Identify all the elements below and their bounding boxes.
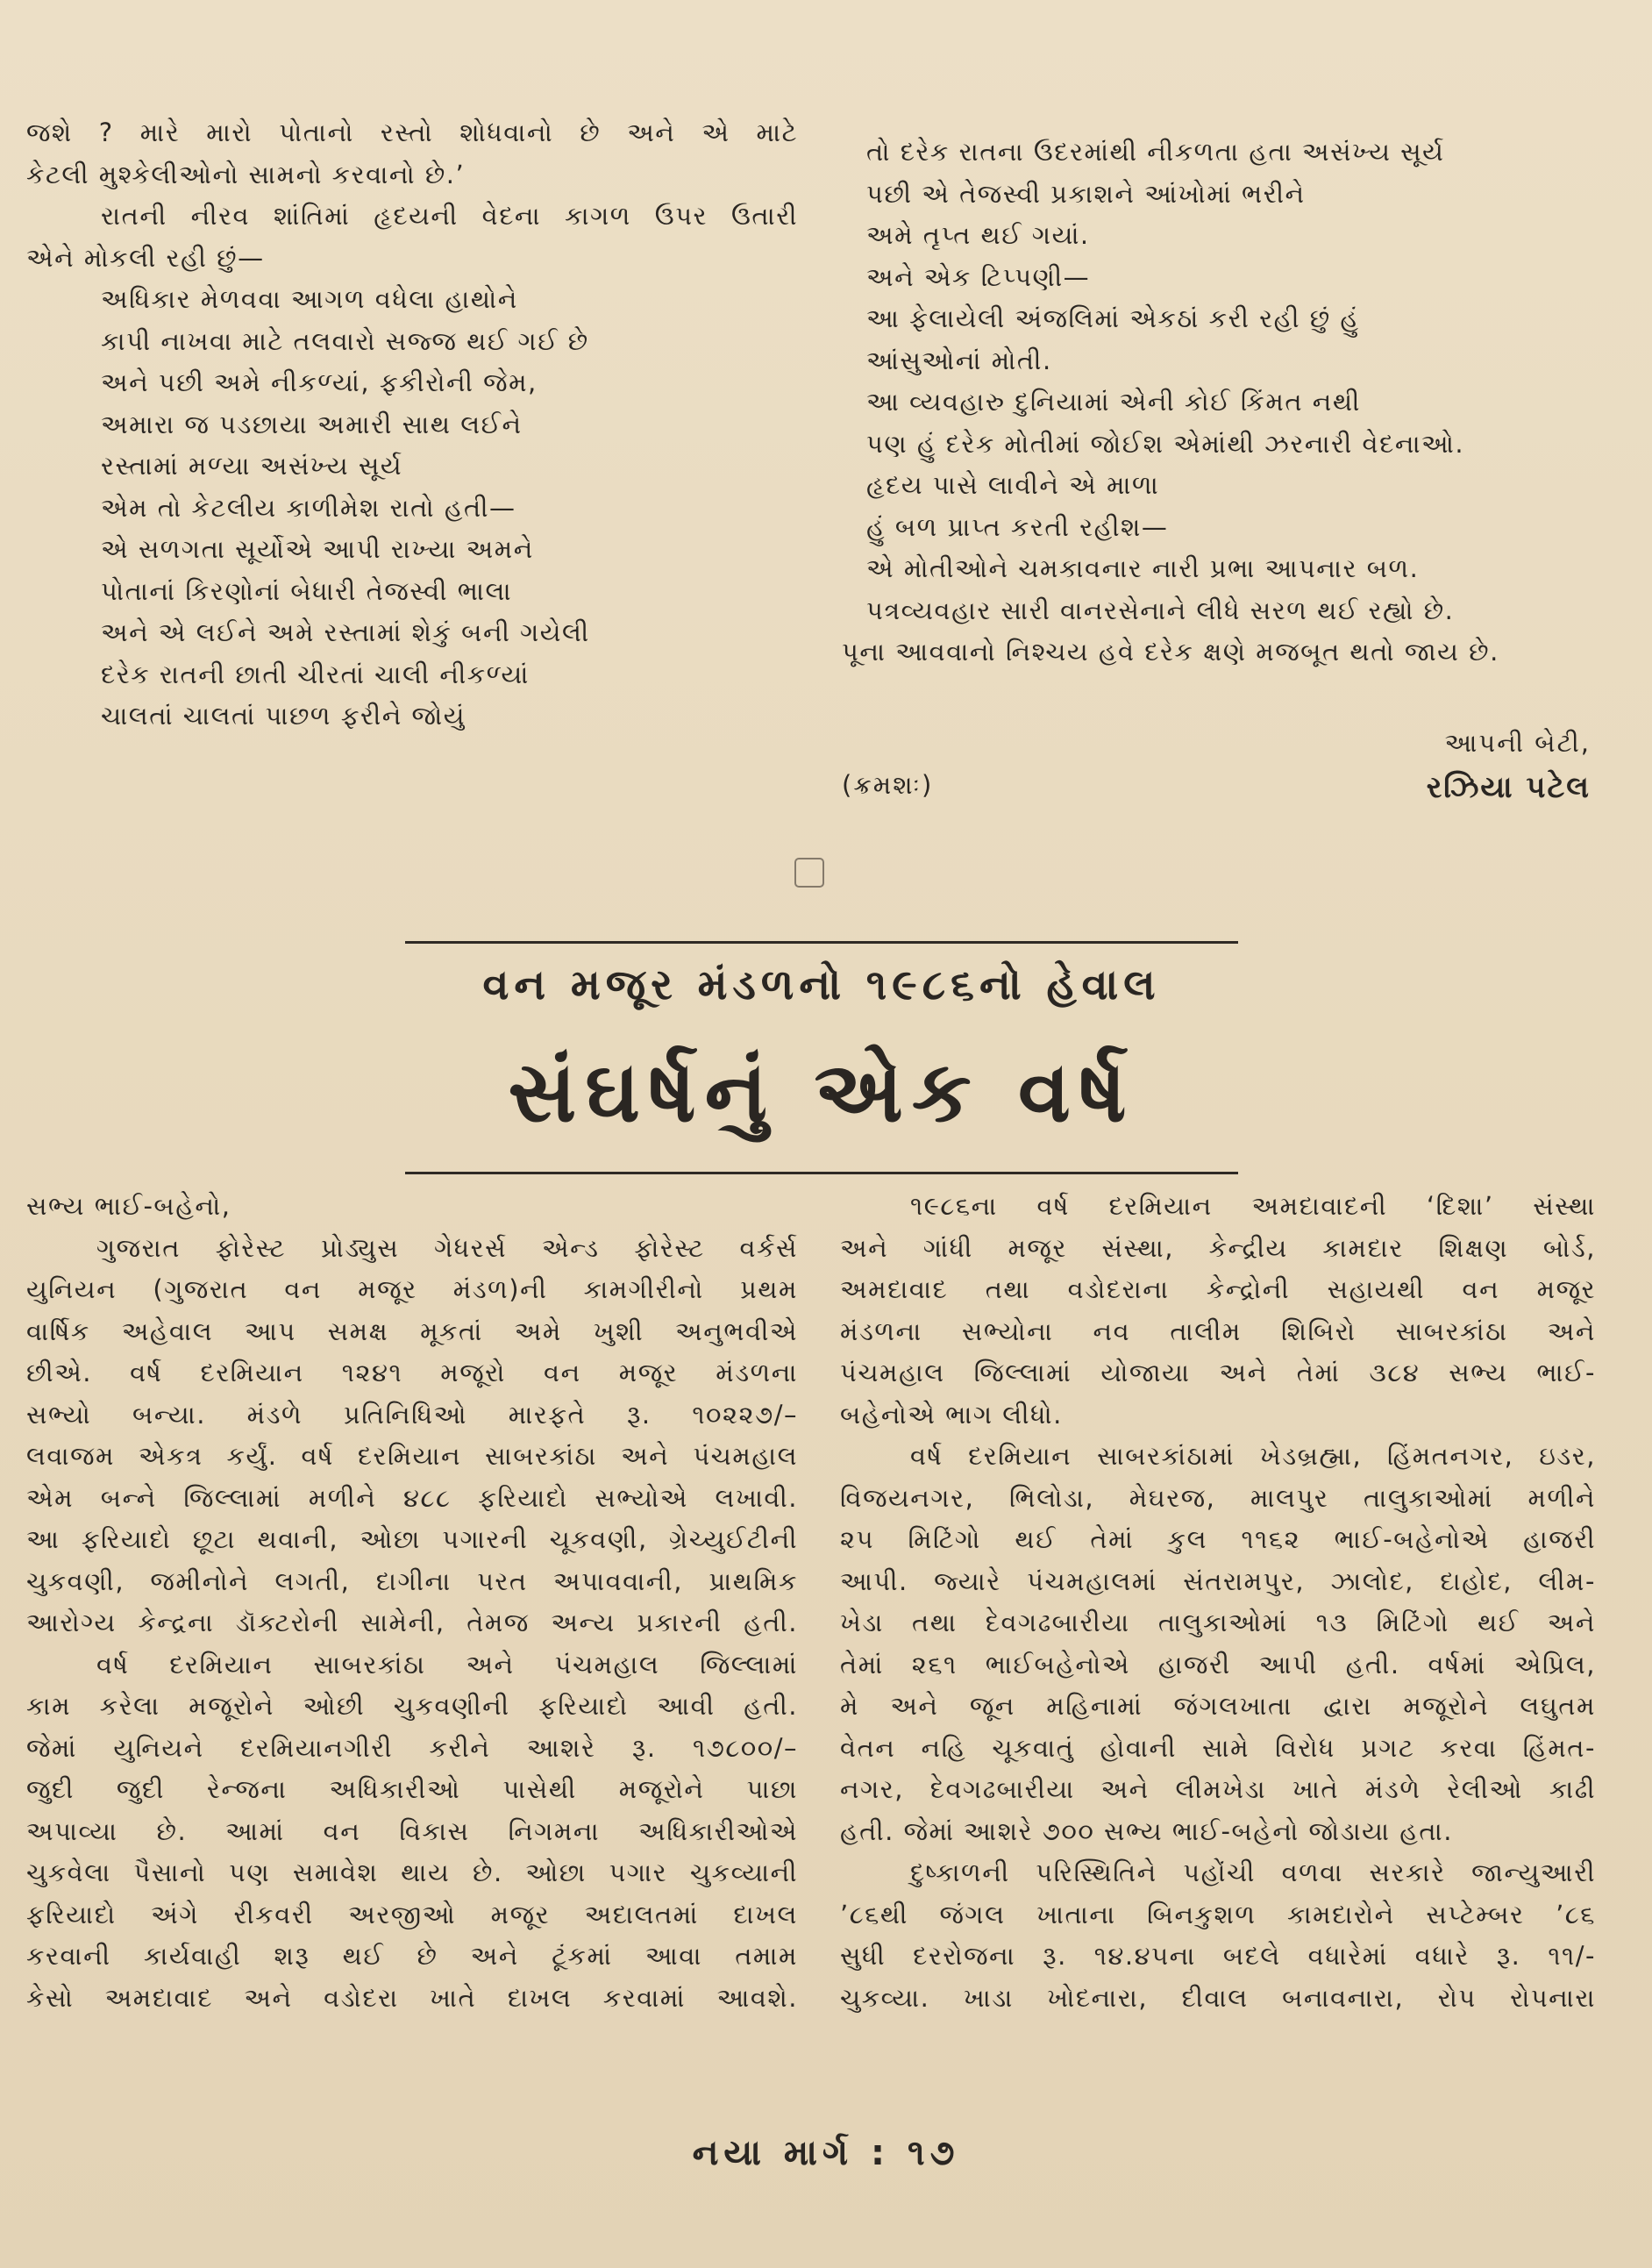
poem-line: એ મોતીઓને ચમકાવનાર નારી પ્રભા આપનાર બળ. — [866, 553, 1420, 583]
article-left-column — [26, 1186, 798, 2019]
poem-line: આ ફેલાયેલી અંજલિમાં એકઠાં કરી રહી છું હું — [866, 303, 1360, 333]
article-line: નગર, દેવગઢબારીયા અને લીમખેડા ખાતે મંડળે રેલીઓ કાઢી — [840, 1774, 1596, 1804]
poem-line: ચાલતાં ચાલતાં પાછળ ફરીને જોયું — [101, 701, 466, 731]
poem-line: અમે તૃપ્ત થઈ ગયાં. — [866, 220, 1090, 250]
author-signature: રઝિયા પટેલ — [1426, 770, 1591, 805]
article-line: છીએ. વર્ષ દરમિયાન ૧૨૪૧ મજૂરો વન મજૂર મંડળના — [26, 1358, 798, 1387]
article-line: મંડળના સભ્યોના નવ તાલીમ શિબિરો સાબરકાંઠા અને — [840, 1316, 1596, 1346]
article-line: જુદી જુદી રેન્જના અધિકારીઓ પાસેથી મજૂરોને પાછા — [26, 1774, 798, 1804]
article-line: અમદાવાદ તથા વડોદરાના કેન્દ્રોની સહાયથી વન મજૂર — [840, 1274, 1596, 1304]
poem-left-column — [26, 112, 798, 738]
poem-line: પછી એ તેજસ્વી પ્રકાશને આંખોમાં ભરીને — [866, 178, 1306, 209]
article-line: તેમાં ૨૬૧ ભાઈબહેનોએ હાજરી આપી હતી. વર્ષમાં એપ્રિલ, — [840, 1649, 1596, 1680]
article-line: બહેનોએ ભાગ લીધો. — [840, 1399, 1063, 1430]
article-line: ખેડા તથા દેવગઢબારીયા તાલુકાઓમાં ૧૩ મિટિંગો થઈ અને — [840, 1608, 1596, 1637]
article-line: કામ કરેલા મજૂરોને ઓછી ચુકવણીની ફરિયાદો આવી હતી. — [26, 1691, 798, 1721]
poem-line: આ વ્યવહારુ દુનિયામાં એની કોઈ કિંમત નથી — [866, 387, 1361, 417]
article-line: વાર્ષિક અહેવાલ આપ સમક્ષ મૂકતાં અમે ખુશી અનુભવીએ — [26, 1316, 798, 1346]
article-line: ’૮૬થી જંગલ ખાતાના બિનકુશળ કામદારોને સપ્ટેમ્બર ’૮૬ — [840, 1899, 1596, 1929]
poem-line: આંસુઓનાં મોતી. — [866, 345, 1052, 375]
article-line: ફરિયાદો અંગે રીકવરી અરજીઓ મજૂર અદાલતમાં દાખલ — [26, 1899, 798, 1929]
article-line: મે અને જૂન મહિનામાં જંગલખાતા દ્વારા મજૂરોને લઘુતમ — [840, 1691, 1596, 1721]
article-line: ચુકવણી, જમીનોને લગતી, દાગીના પરત અપાવવાની, પ્રાથમિક — [26, 1565, 798, 1596]
poem-line: અને એક ટિપ્પણી— — [866, 261, 1091, 292]
article-line: દુષ્કાળની પરિસ્થિતિને પહોંચી વળવા સરકારે જાન્યુઆરી — [910, 1858, 1596, 1887]
article-subtitle: વન મજૂર મંડળનો ૧૯૮૬નો હેવાલ — [482, 960, 1161, 1009]
poem-line: અમારા જ પડછાયા અમારી સાથ લઈને — [101, 409, 523, 439]
poem-line: અધિકાર મેળવવા આગળ વધેલા હાથોને — [101, 284, 518, 314]
article-line: ગુજરાત ફોરેસ્ટ પ્રોડ્યુસ ગેધરર્સ એન્ડ ફોરેસ્ટ વર્કર્સ — [96, 1232, 798, 1263]
poem-line: કેટલી મુશ્કેલીઓનો સામનો કરવાનો છે.’ — [26, 159, 466, 189]
article-line: કેસો અમદાવાદ અને વડોદરા ખાતે દાખલ કરવામાં આવશે. — [26, 1982, 798, 2013]
poem-line: એમ તો કેટલીય કાળીમેશ રાતો હતી— — [101, 492, 516, 523]
article-line: સભ્યો બન્યા. મંડળે પ્રતિનિધિઓ મારફતે રૂ. ૧૦૨૨૭/– — [26, 1399, 798, 1430]
letter-closing: આપની બેટી, — [1444, 728, 1591, 758]
poem-line: કાપી નાખવા માટે તલવારો સજ્જ થઈ ગઈ છે — [101, 325, 589, 356]
article-line: લવાજમ એકત્ર કર્યું. વર્ષ દરમિયાન સાબરકાંઠા અને પંચમહાલ — [26, 1441, 798, 1471]
article-line: ૧૯૮૬ના વર્ષ દરમિયાન અમદાવાદની ‘દિશા’ સંસ્થા — [910, 1191, 1596, 1221]
poem-line: દરેક રાતની છાતી ચીરતાં ચાલી નીકળ્યાં — [101, 659, 530, 689]
article-line: અપાવ્યા છે. આમાં વન વિકાસ નિગમના અધિકારીઓએ — [26, 1815, 798, 1846]
section-divider-icon — [794, 858, 824, 888]
continued-note: (ક્રમશઃ) — [842, 770, 934, 800]
poem-line: રસ્તામાં મળ્યા અસંખ્ય સૂર્ય — [101, 451, 403, 481]
article-line: વેતન નહિ ચૂકવાતું હોવાની સામે વિરોધ પ્રગટ કરવા હિંમત- — [840, 1732, 1596, 1763]
article-line: આ ફરિયાદો છૂટા થવાની, ઓછા પગારની ચૂકવણી, ગ્રેચ્યુઈટીની — [26, 1524, 798, 1554]
poem-line: અને પછી અમે નીકળ્યાં, ફકીરોની જેમ, — [101, 367, 538, 397]
article-line: પંચમહાલ જિલ્લામાં યોજાયા અને તેમાં ૩૮૪ સભ્ય ભાઈ- — [840, 1358, 1596, 1387]
article-line: વિજયનગર, ભિલોડા, મેઘરજ, માલપુર તાલુકાઓમાં મળીને — [840, 1482, 1596, 1513]
article-line: જેમાં યુનિયને દરમિયાનગીરી કરીને આશરે રૂ. ૧૭૮૦૦/– — [26, 1732, 798, 1763]
article-line: એમ બન્ને જિલ્લામાં મળીને ૪૮૮ ફરિયાદો સભ્યોએ લખાવી. — [26, 1482, 798, 1513]
article-line: ચુકવેલા પૈસાનો પણ સમાવેશ થાય છે. ઓછા પગાર ચુકવ્યાની — [26, 1858, 798, 1887]
article-line: અને ગાંધી મજૂર સંસ્થા, કેન્દ્રીય કામદાર શિક્ષણ બોર્ડ, — [840, 1232, 1596, 1263]
salutation: સભ્ય ભાઈ-બહેનો, — [26, 1191, 231, 1221]
poem-line: પોતાનાં કિરણોનાં બેધારી તેજસ્વી ભાલા — [101, 575, 513, 606]
article-line: સુધી દરરોજના રૂ. ૧૪.૪૫ના બદલે વધારેમાં વધારે રૂ. ૧૧/- — [840, 1941, 1596, 1971]
article-line: આપી. જ્યારે પંચમહાલમાં સંતરામપુર, ઝાલોદ, દાહોદ, લીમ- — [840, 1565, 1596, 1596]
poem-line: એ સળગતા સૂર્યોએ આપી રાખ્યા અમને — [101, 534, 534, 564]
poem-line: અને એ લઈને અમે રસ્તામાં શેકું બની ગયેલી — [101, 617, 590, 647]
header-rule-top — [405, 941, 1238, 944]
article-line: કરવાની કાર્યવાહી શરૂ થઈ છે અને ટૂંકમાં આવા તમામ — [26, 1941, 798, 1971]
poem-line: રાતની નીરવ શાંતિમાં હૃદયની વેદના કાગળ ઉપર ઉતારી — [101, 201, 798, 231]
article-line: વર્ષ દરમિયાન સાબરકાંઠા અને પંચમહાલ જિલ્લામાં — [96, 1649, 798, 1680]
article-line: યુનિયન (ગુજરાત વન મજૂર મંડળ)ની કામગીરીનો પ્રથમ — [26, 1274, 798, 1304]
poem-line: જશે ? મારે મારો પોતાનો રસ્તો શોધવાનો છે અને એ માટે — [26, 118, 798, 147]
letter-line: પૂના આવવાનો નિશ્ચય હવે દરેક ક્ષણે મજબૂત થતો જાય છે. — [842, 637, 1499, 667]
poem-line: એને મોકલી રહી છું— — [26, 242, 265, 273]
poem-line: તો દરેક રાતના ઉદરમાંથી નીકળતા હતા અસંખ્ય સૂર્ય — [866, 137, 1445, 167]
header-rule-bottom — [405, 1172, 1238, 1174]
letter-line: પત્રવ્યવહાર સારી વાનરસેનાને લીધે સરળ થઈ રહ્યો છે. — [866, 595, 1455, 625]
poem-line: હૃદય પાસે લાવીને એ માળા — [866, 470, 1160, 500]
article-line: વર્ષ દરમિયાન સાબરકાંઠામાં ખેડબ્રહ્મા, હિંમતનગર, ઇડર, — [910, 1441, 1596, 1471]
poem-line: પણ હું દરેક મોતીમાં જોઈશ એમાંથી ઝરનારી વેદનાઓ. — [866, 428, 1465, 459]
article-line: હતી. જેમાં આશરે ૭૦૦ સભ્ય ભાઈ-બહેનો જોડાયા હતા. — [840, 1815, 1453, 1846]
page-footer: નયા માર્ગ : ૧૭ — [692, 2133, 960, 2173]
poem-right-column — [842, 132, 1596, 674]
article-line: ચુકવ્યા. ખાડા ખોદનારા, દીવાલ બનાવનારા, રોપ રોપનારા — [840, 1982, 1596, 2013]
article-line: આરોગ્ય કેન્દ્રના ડૉક્ટરોની સામેની, તેમજ અન્ય પ્રકારની હતી. — [26, 1608, 798, 1637]
poem-line: હું બળ પ્રાપ્ત કરતી રહીશ— — [866, 511, 1169, 542]
article-line: ૨૫ મિટિંગો થઈ તેમાં કુલ ૧૧૬૨ ભાઈ-બહેનોએ હાજરી — [840, 1524, 1596, 1554]
article-title: સંઘર્ષનું એક વર્ષ — [508, 1042, 1136, 1141]
article-right-column — [840, 1186, 1596, 2019]
